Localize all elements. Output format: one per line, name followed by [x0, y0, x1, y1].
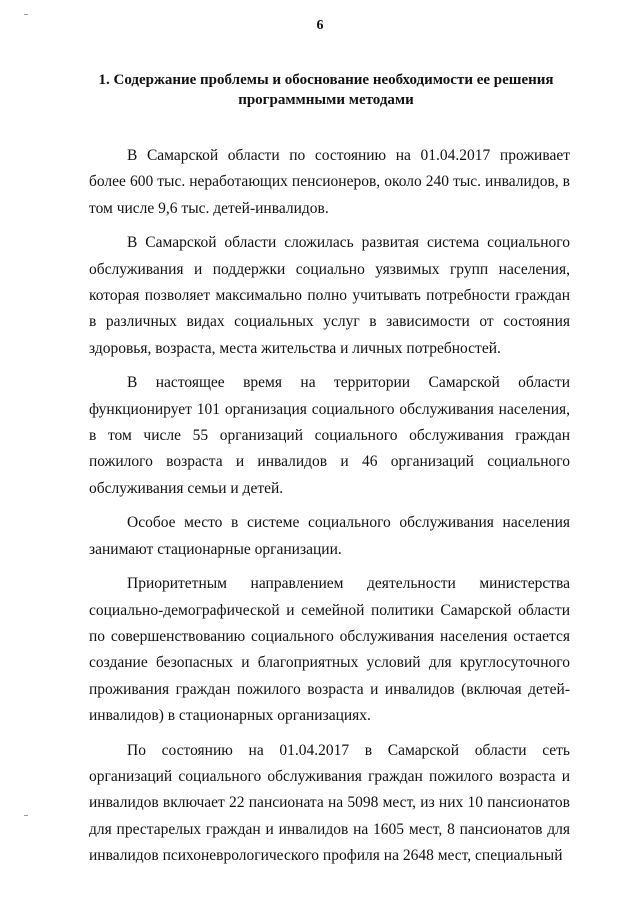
section-heading-line-2: программными методами — [238, 92, 414, 108]
paragraph-stationary: Особое место в системе социального обслуживания населения занимают стационарные организации. — [89, 514, 570, 558]
paragraph-priority: Приоритетным направлением деятельности министерства социально-демографической и семейной политики Самарской области по совершенствованию социального обслуживания населения остается создание безопасных и благоприятных условий для круглосуточного проживания граждан пожилого возраста и инвалидов (включая детей-инвалидов) в стационарных организациях. — [89, 575, 570, 725]
paragraph-social-system: В Самарской области сложилась развитая система социального обслуживания и поддержки социально уязвимых групп населения, которая позволяет максимально полно учитывать потребности граждан в различных видах социальных услуг в зависимости от состояния здоровья, возраста, места жительства и личных потребностей. — [89, 234, 570, 357]
section-heading-line-1: 1. Содержание проблемы и обоснование необходимости ее решения — [98, 72, 554, 88]
paragraph-organizations: В настоящее время на территории Самарской области функционирует 101 организация социального обслуживания населения, в том числе 55 организаций социального обслуживания граждан пожилого возраста и инвалидов и 46 организаций социального обслуживания семьи и детей. — [89, 374, 570, 497]
scan-mark — [24, 815, 28, 816]
body-text — [89, 143, 570, 878]
paragraph-network: По состоянию на 01.04.2017 в Самарской области сеть организаций социального обслуживания граждан пожилого возраста и инвалидов включает 22 пансионата на 5098 мест, из них 10 пансионатов для престарелых граждан и инвалидов на 1605 мест, 8 пансионатов для инвалидов психоневрологического профиля на 2648 мест, специальный — [89, 741, 570, 865]
paragraph-population: В Самарской области по состоянию на 01.04.2017 проживает более 600 тыс. неработающих пенсионеров, около 240 тыс. инвалидов, в том числе 9,6 тыс. детей-инвалидов. — [89, 147, 570, 217]
section-heading — [86, 70, 566, 110]
scan-mark — [24, 14, 28, 15]
page-number: 6 — [316, 18, 324, 33]
